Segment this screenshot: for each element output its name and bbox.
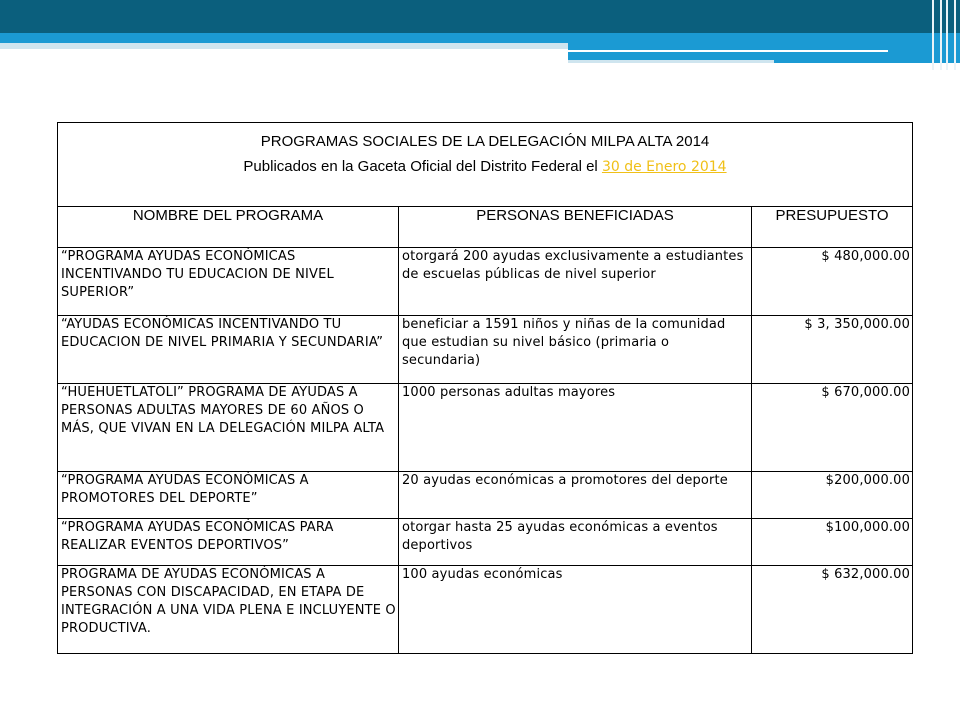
budget: $ 670,000.00 <box>752 384 913 472</box>
program-name: “PROGRAMA AYUDAS ECONÓMICAS PARA REALIZAR EVENTOS DEPORTIVOS” <box>58 519 399 566</box>
budget: $200,000.00 <box>752 472 913 519</box>
column-header-budget: PRESUPUESTO <box>752 207 913 248</box>
header-vertical-line <box>954 0 956 70</box>
header-vertical-line <box>932 0 934 70</box>
beneficiaries: 20 ayudas económicas a promotores del deporte <box>399 472 752 519</box>
header-band-dark <box>0 0 960 33</box>
table-row <box>58 519 913 566</box>
program-name: “PROGRAMA AYUDAS ECONÓMICAS A PROMOTORES DEL DEPORTE” <box>58 472 399 519</box>
table-row <box>58 384 913 472</box>
subtitle-text: Publicados en la Gaceta Oficial del Distrito Federal el <box>243 158 602 175</box>
table-title-cell <box>58 123 913 207</box>
table-row <box>58 316 913 384</box>
column-header-row <box>58 207 913 248</box>
beneficiaries: 1000 personas adultas mayores <box>399 384 752 472</box>
page-title: PROGRAMAS SOCIALES DE LA DELEGACIÓN MILPA ALTA 2014 <box>260 133 710 150</box>
header-accent-line <box>568 50 888 52</box>
program-name: “AYUDAS ECONÓMICAS INCENTIVANDO TU EDUCACION DE NIVEL PRIMARIA Y SECUNDARIA” <box>58 316 399 384</box>
header-band-light <box>0 43 568 49</box>
table-row <box>58 472 913 519</box>
header-accent-line-lower <box>568 60 774 63</box>
header-vertical-line <box>940 0 942 70</box>
beneficiaries: beneficiar a 1591 niños y niñas de la comunidad que estudian su nivel básico (primaria o secundaria) <box>399 316 752 384</box>
page-subtitle <box>62 158 908 175</box>
budget: $ 3, 350,000.00 <box>752 316 913 384</box>
column-header-program: NOMBRE DEL PROGRAMA <box>58 207 399 248</box>
beneficiaries: otorgar hasta 25 ayudas económicas a eventos deportivos <box>399 519 752 566</box>
budget: $ 632,000.00 <box>752 566 913 654</box>
beneficiaries: otorgará 200 ayudas exclusivamente a estudiantes de escuelas públicas de nivel superior <box>399 248 752 316</box>
table-row <box>58 248 913 316</box>
program-name: “PROGRAMA AYUDAS ECONÓMICAS INCENTIVANDO TU EDUCACION DE NIVEL SUPERIOR” <box>58 248 399 316</box>
header-vertical-line <box>946 0 948 70</box>
program-name: “HUEHUETLATOLI” PROGRAMA DE AYUDAS A PERSONAS ADULTAS MAYORES DE 60 AÑOS O MÁS, QUE VIVAN EN LA DELEGACIÓN MILPA ALTA <box>58 384 399 472</box>
beneficiaries: 100 ayudas económicas <box>399 566 752 654</box>
program-name: PROGRAMA DE AYUDAS ECONÓMICAS A PERSONAS CON DISCAPACIDAD, EN ETAPA DE INTEGRACIÓN A UNA VIDA PLENA E INCLUYENTE O PRODUCTIVA. <box>58 566 399 654</box>
table-title-row <box>58 123 913 207</box>
table-row <box>58 566 913 654</box>
column-header-beneficiaries: PERSONAS BENEFICIADAS <box>399 207 752 248</box>
publication-date-link[interactable]: 30 de Enero 2014 <box>601 159 727 175</box>
budget: $ 480,000.00 <box>752 248 913 316</box>
budget: $100,000.00 <box>752 519 913 566</box>
programs-table <box>57 122 913 654</box>
header-band-blue <box>0 33 960 43</box>
